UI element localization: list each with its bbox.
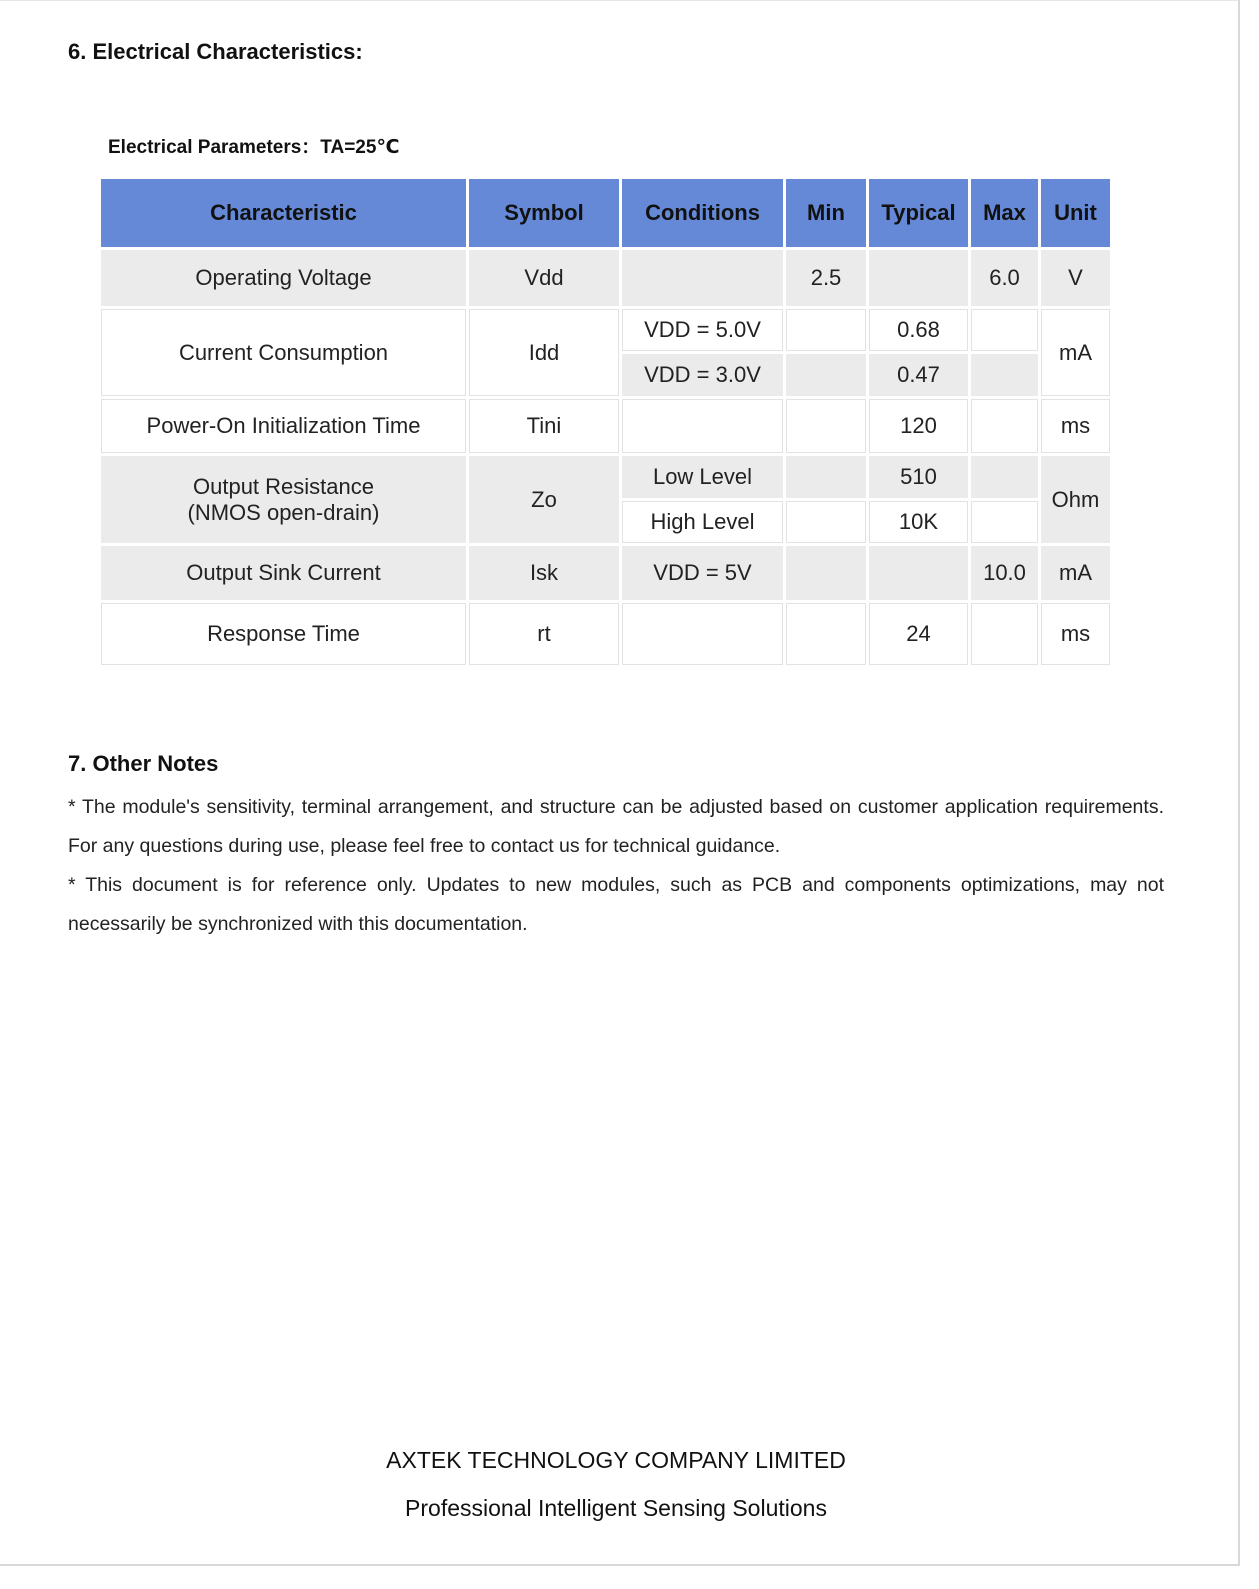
cell-min [786,309,866,351]
cell-characteristic: Response Time [101,603,466,665]
cell-typical: 510 [869,456,968,498]
cell-symbol: Zo [469,456,619,543]
cell-max [971,501,1038,543]
characteristic-line-1: Output Resistance [193,473,374,499]
cell-unit: ms [1041,603,1110,665]
table-row [101,309,1110,351]
cell-unit: V [1041,250,1110,306]
table-row [101,456,1110,498]
table-row [101,603,1110,665]
table-row [101,399,1110,453]
note-paragraph: * This document is for reference only. Updates to new modules, such as PCB and components optimizations, may not necessarily be synchronized with this documentation. [68,874,1164,935]
other-notes [68,788,1164,944]
cell-max [971,354,1038,396]
cell-max [971,603,1038,665]
cell-min [786,546,866,600]
footer-tagline: Professional Intelligent Sensing Solutions [405,1495,827,1521]
cell-max [971,399,1038,453]
cell-max [971,309,1038,351]
cell-typical: 24 [869,603,968,665]
cell-min [786,456,866,498]
cell-characteristic [101,456,466,543]
cell-symbol: Isk [469,546,619,600]
cell-unit: mA [1041,309,1110,396]
header-conditions: Conditions [622,179,783,247]
cell-symbol: rt [469,603,619,665]
cell-typical: 10K [869,501,968,543]
cell-typical [869,546,968,600]
cell-symbol: Vdd [469,250,619,306]
header-max: Max [971,179,1038,247]
header-min: Min [786,179,866,247]
cell-min [786,354,866,396]
cell-conditions [622,250,783,306]
cell-characteristic: Current Consumption [101,309,466,396]
cell-min [786,501,866,543]
cell-symbol: Tini [469,399,619,453]
cell-min [786,399,866,453]
cell-conditions: VDD = 3.0V [622,354,783,396]
section-7-heading: 7. Other Notes [68,751,219,776]
cell-characteristic: Power-On Initialization Time [101,399,466,453]
cell-typical: 0.47 [869,354,968,396]
cell-conditions: VDD = 5.0V [622,309,783,351]
header-characteristic: Characteristic [101,179,466,247]
cell-symbol: Idd [469,309,619,396]
cell-conditions [622,603,783,665]
cell-max: 6.0 [971,250,1038,306]
electrical-characteristics-table [98,176,1113,668]
cell-max: 10.0 [971,546,1038,600]
characteristic-line-2: (NMOS open-drain) [187,499,380,525]
cell-unit: mA [1041,546,1110,600]
electrical-parameters-label: Electrical Parameters：TA=25℃ [108,137,400,158]
table-header-row [101,179,1110,247]
cell-min [786,603,866,665]
cell-typical: 0.68 [869,309,968,351]
table-row [101,250,1110,306]
footer-company-name: AXTEK TECHNOLOGY COMPANY LIMITED [386,1447,846,1473]
header-symbol: Symbol [469,179,619,247]
cell-max [971,456,1038,498]
cell-typical: 120 [869,399,968,453]
header-typical: Typical [869,179,968,247]
cell-typical [869,250,968,306]
cell-unit: ms [1041,399,1110,453]
section-6-heading: 6. Electrical Characteristics: [68,39,363,64]
cell-conditions: Low Level [622,456,783,498]
cell-unit: Ohm [1041,456,1110,543]
cell-conditions [622,399,783,453]
header-unit: Unit [1041,179,1110,247]
cell-characteristic: Operating Voltage [101,250,466,306]
cell-conditions: VDD = 5V [622,546,783,600]
cell-min: 2.5 [786,250,866,306]
note-paragraph: * The module's sensitivity, terminal arrangement, and structure can be adjusted based on customer application requirements. For any questions during use, please feel free to contact us for technical guidance. [68,796,1164,857]
cell-characteristic: Output Sink Current [101,546,466,600]
table-row [101,546,1110,600]
cell-conditions: High Level [622,501,783,543]
